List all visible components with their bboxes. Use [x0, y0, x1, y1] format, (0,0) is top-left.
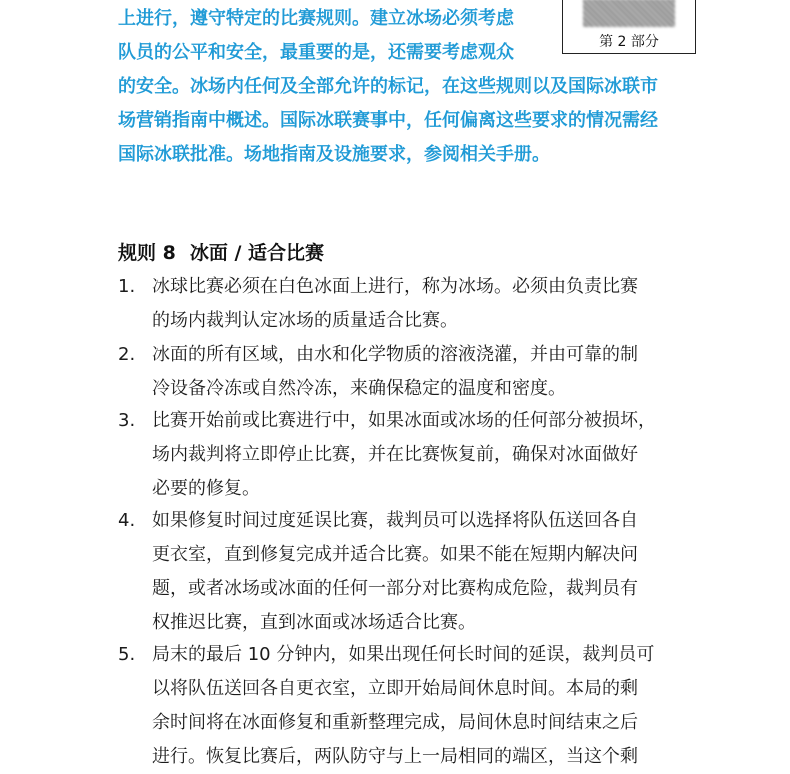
item-line: 进行。恢复比赛后，两队防守与上一局相同的端区，当这个剩: [152, 746, 638, 767]
rule-heading: [118, 238, 324, 265]
rule-title: 冰面 / 适合比赛: [189, 242, 325, 264]
item-line: 局末的最后 10 分钟内，如果出现任何长时间的延误，裁判员可: [152, 644, 655, 665]
intro-line: 的安全。冰场内任何及全部允许的标记，在这些规则以及国际冰联市: [118, 76, 658, 97]
intro-line: 场营销指南中概述。国际冰联赛事中，任何偏离这些要求的情况需经: [118, 110, 658, 131]
item-line: 如果修复时间过度延误比赛，裁判员可以选择将队伍送回各自: [152, 510, 638, 531]
item-line: 余时间将在冰面修复和重新整理完成，局间休息时间结束之后: [152, 712, 638, 733]
item-line: 冷设备冷冻或自然冷冻，来确保稳定的温度和密度。: [152, 378, 566, 399]
item-line: 以将队伍送回各自更衣室，立即开始局间休息时间。本局的剩: [152, 678, 638, 699]
item-number: 4.: [118, 510, 136, 531]
item-line: 冰球比赛必须在白色冰面上进行，称为冰场。必须由负责比赛: [152, 276, 638, 297]
item-line: 比赛开始前或比赛进行中，如果冰面或冰场的任何部分被损坏，: [152, 410, 656, 431]
item-number: 3.: [118, 410, 136, 431]
rule-label: 规则 8: [118, 242, 176, 264]
figure-image: [583, 0, 675, 27]
item-line: 必要的修复。: [152, 478, 260, 499]
item-line: 更衣室，直到修复完成并适合比赛。如果不能在短期内解决问: [152, 544, 638, 565]
intro-line: 上进行，遵守特定的比赛规则。建立冰场必须考虑: [118, 8, 514, 29]
item-line: 场内裁判将立即停止比赛，并在比赛恢复前，确保对冰面做好: [152, 444, 638, 465]
figure-caption: 第 2 部分: [599, 34, 659, 50]
item-line: 的场内裁判认定冰场的质量适合比赛。: [152, 310, 458, 331]
item-line: 权推迟比赛，直到冰面或冰场适合比赛。: [152, 612, 476, 633]
item-line: 题，或者冰场或冰面的任何一部分对比赛构成危险，裁判员有: [152, 578, 638, 599]
item-number: 5.: [118, 644, 136, 665]
item-number: 2.: [118, 344, 136, 365]
intro-line: 国际冰联批准。场地指南及设施要求，参阅相关手册。: [118, 144, 550, 165]
item-line: 冰面的所有区域，由水和化学物质的溶液浇灌，并由可靠的制: [152, 344, 638, 365]
section-figure-box: [562, 0, 696, 54]
intro-line: 队员的公平和安全，最重要的是，还需要考虑观众: [118, 42, 514, 63]
item-number: 1.: [118, 276, 136, 297]
